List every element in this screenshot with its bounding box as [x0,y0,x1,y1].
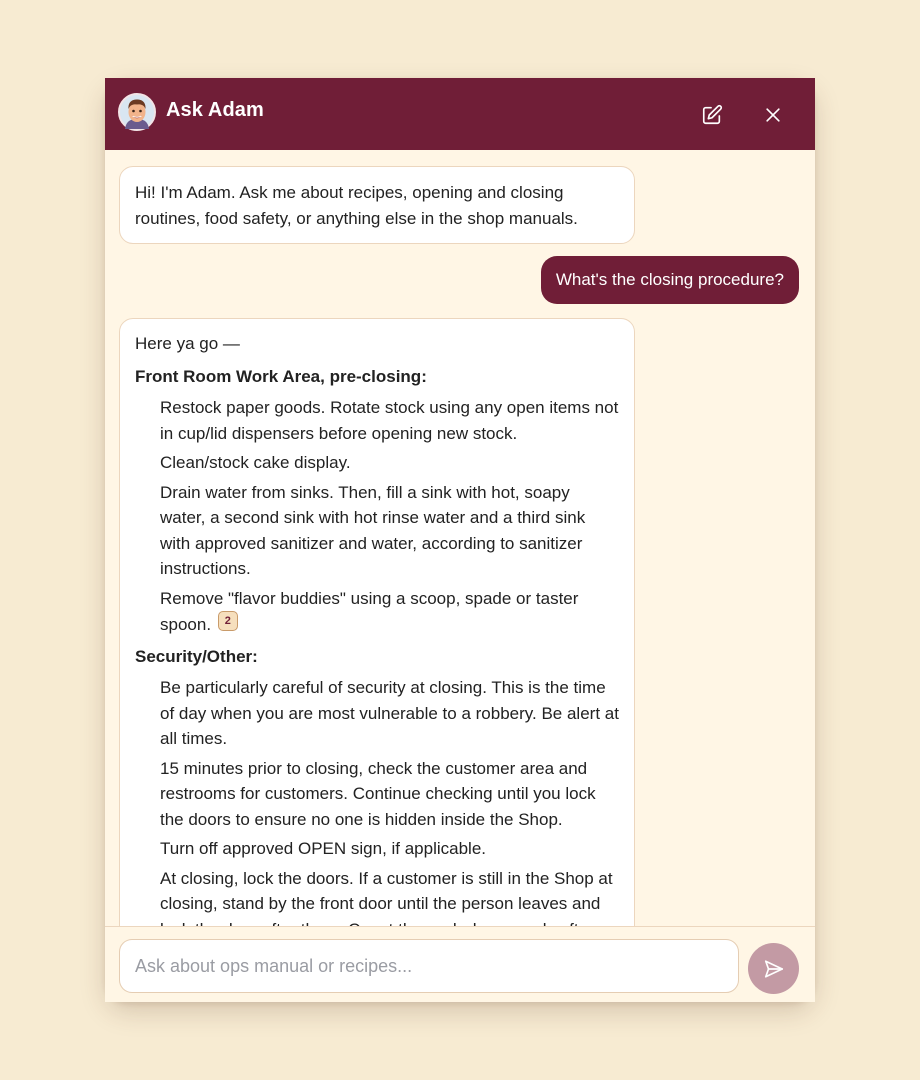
citation-badge[interactable]: 2 [218,611,238,631]
list-item: 15 minutes prior to closing, check the customer area and restrooms for customers. Continue checking until you lock the doors to ensure no one is hidden inside the Shop. [160,758,596,829]
list-item: Restock paper goods. Rotate stock using any open items not in cup/lid dispensers before opening new stock. [160,398,619,443]
list-item: At closing, lock the doors. If a customer is still in the Shop at closing, stand by the front door until the person leaves and [160,868,613,913]
list-item: Be particularly careful of security at closing. This is the time of day when you are most vulnerable to a robbery. Be alert at all times. [160,678,619,748]
list-item [160,586,619,638]
send-icon [763,958,785,980]
answer-intro: Here ya go — [135,334,240,353]
assistant-answer-message [119,318,635,958]
list-item: Drain water from sinks. Then, fill a sink with hot, soapy water, a second sink with hot rinse water and a third sink with approved sanitizer and water, according to sanitizer instructions. [160,482,586,578]
message-input[interactable] [119,939,739,993]
list-item-text: Remove "flavor buddies" using a scoop, spade or taster spoon. [160,588,579,634]
assistant-greeting-message: Hi! I'm Adam. Ask me about recipes, opening and closing routines, food safety, or anything else in the shop manuals. [119,166,635,244]
avatar [118,93,156,131]
section-title: Front Room Work Area, pre-closing: [135,366,427,386]
chat-header [105,78,815,150]
close-icon [763,105,783,125]
section-list [135,675,619,968]
section-list [135,395,619,638]
chat-title: Ask Adam [166,99,264,121]
chat-widget [105,78,815,1002]
send-button[interactable] [748,943,799,994]
composer [105,926,815,1002]
cartoon-face-avatar-icon [120,95,154,129]
list-item: Turn off approved OPEN sign, if applicable. [160,839,487,858]
section-title: Security/Other: [135,646,258,666]
edit-icon [701,104,723,126]
user-message: What's the closing procedure? [541,256,799,304]
new-chat-button[interactable] [695,98,729,132]
message-list[interactable] [105,150,815,926]
close-button[interactable] [756,98,790,132]
list-item: Clean/stock cake display. [160,453,351,472]
